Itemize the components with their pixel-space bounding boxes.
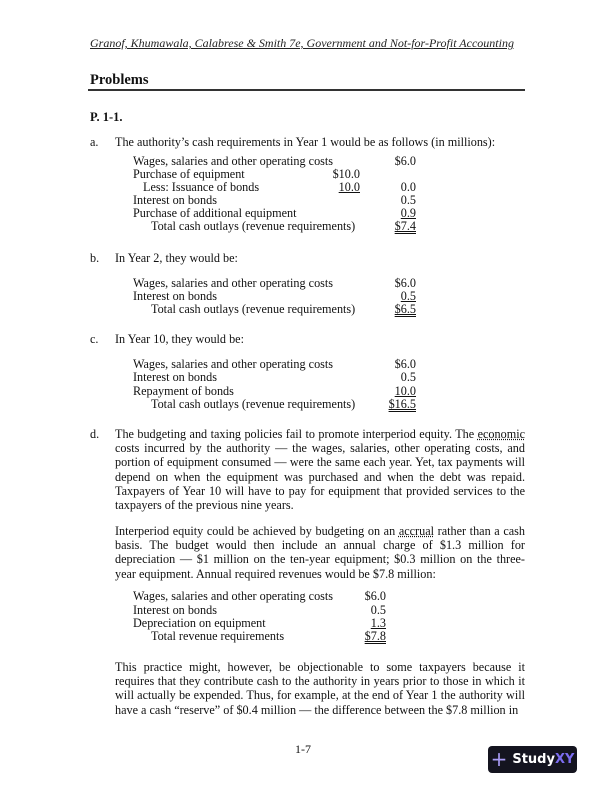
row-value: 0.9 (400, 206, 416, 220)
row-value: 1.3 (370, 616, 386, 630)
row-value: 10.0 (394, 384, 416, 398)
row-label: Total cash outlays (revenue requirements) (151, 219, 356, 233)
table-row-total (133, 630, 284, 643)
row-label: Less: Issuance of bonds (143, 180, 260, 194)
part-a-intro: The authority’s cash requirements in Year 1 would be as follows (in millions): (115, 135, 496, 149)
section-title: Problems (90, 72, 149, 88)
row-value: 0.5 (400, 289, 416, 303)
badge-text: StudyXY (512, 752, 575, 767)
accrual-term: accrual (398, 524, 434, 538)
table-row (133, 590, 333, 603)
row-label: Purchase of equipment (133, 167, 245, 181)
row-label: Total cash outlays (revenue requirements) (151, 397, 356, 411)
row-label: Wages, salaries and other operating costs (133, 154, 334, 168)
row-label: Wages, salaries and other operating costs (133, 357, 334, 371)
row-value: $6.0 (394, 276, 416, 290)
studyxy-badge[interactable] (488, 746, 577, 773)
row-subvalue: 10.0 (338, 180, 360, 194)
row-total-value: $6.5 (394, 302, 416, 316)
problem-id: P. 1-1. (90, 110, 123, 124)
section-divider (88, 89, 525, 91)
table-row-total (133, 220, 355, 233)
row-value: 0.5 (400, 370, 416, 384)
row-label: Total cash outlays (revenue requirements) (151, 302, 356, 316)
part-b-letter: b. (90, 251, 100, 265)
row-label: Purchase of additional equipment (133, 206, 297, 220)
part-c-letter: c. (90, 332, 99, 346)
part-d-paragraph-2: Interperiod equity could be achieved by budgeting on an accrual rather than a cash basis. The budget would then include an annual charge of $1.3 million for depreciation — $1 million on the ten-year equipment; $0.3 million on the three-year equipment. Annual required revenues would be $7.8 million: (115, 524, 525, 581)
row-subvalue: $10.0 (332, 167, 360, 181)
row-total-value: $16.5 (388, 397, 416, 411)
table-row-total (133, 303, 355, 316)
row-value: $6.0 (394, 357, 416, 371)
economic-term: economic (477, 427, 525, 441)
row-label: Interest on bonds (133, 603, 217, 617)
table-row-total (133, 398, 355, 411)
row-value: 0.0 (400, 180, 416, 194)
page-number: 1-7 (295, 742, 311, 756)
part-d-paragraph-1: The budgeting and taxing policies fail to promote interperiod equity. The economic costs incurred by the authority — the wages, salaries, other operating costs, and portion of equipment consumed — were the same each year. Yet, tax payments will depend on when the equipment was purchased and when the debt was repaid. Taxpayers of Year 10 will have to pay for equipment that provided services to the taxpayers of the previous nine years. (115, 427, 525, 513)
row-total-value: $7.8 (364, 629, 386, 643)
part-a-letter: a. (90, 135, 99, 149)
part-c-intro: In Year 10, they would be: (115, 332, 244, 346)
part-d-paragraph-3: This practice might, however, be objectionable to some taxpayers because it requires that they contribute cash to the authority in years prior to those in which it will actually be expended. Thus, for example, at the end of Year 1 the authority will have a cash “reserve” of $0.4 million — the difference between the $7.8 million in (115, 660, 525, 717)
row-label: Depreciation on equipment (133, 616, 266, 630)
plus-icon: + (490, 746, 508, 771)
row-label: Wages, salaries and other operating costs (133, 276, 334, 290)
row-label: Repayment of bonds (133, 384, 234, 398)
row-label: Interest on bonds (133, 193, 217, 207)
row-label: Interest on bonds (133, 370, 217, 384)
row-value: $6.0 (394, 154, 416, 168)
row-label: Interest on bonds (133, 289, 217, 303)
running-header: Granof, Khumawala, Calabrese & Smith 7e, Government and Not-for-Profit Accounting (90, 36, 514, 50)
part-b-intro: In Year 2, they would be: (115, 251, 238, 265)
part-d-letter: d. (90, 427, 100, 441)
table-row (133, 371, 217, 384)
row-value: $6.0 (364, 589, 386, 603)
row-label: Wages, salaries and other operating costs (133, 589, 334, 603)
row-value: 0.5 (400, 193, 416, 207)
row-total-value: $7.4 (394, 219, 416, 233)
row-value: 0.5 (370, 603, 386, 617)
row-label: Total revenue requirements (151, 629, 285, 643)
